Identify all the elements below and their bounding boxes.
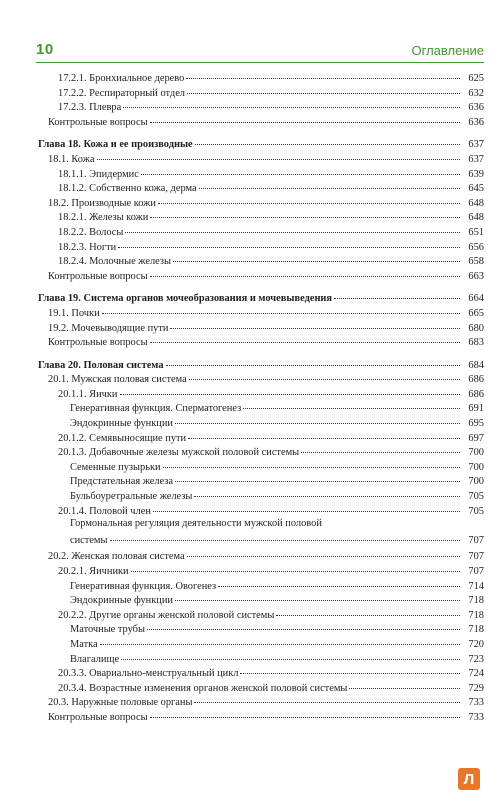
toc-page-number: 695 xyxy=(468,418,484,430)
toc-row xyxy=(38,709,484,724)
toc-entry-title: Маточные трубы xyxy=(70,624,145,636)
toc-page-number: 707 xyxy=(468,566,484,577)
dot-leader xyxy=(189,369,460,380)
toc-entry-title: 18.1. Кожа xyxy=(48,153,95,165)
toc-entry-title: 17.2.3. Плевра xyxy=(58,102,122,114)
dot-leader xyxy=(125,222,460,233)
toc-entry-title: Бульбоуретральные железы xyxy=(70,491,193,503)
toc-page-number: 665 xyxy=(468,307,484,319)
header-rule xyxy=(36,62,484,63)
dot-leader xyxy=(195,134,460,145)
toc-entry-title-cont: системы xyxy=(70,534,108,546)
dot-leader xyxy=(188,428,460,439)
dot-leader xyxy=(158,193,460,204)
toc-page-number: 733 xyxy=(468,711,484,723)
dot-leader xyxy=(100,634,460,645)
dot-leader xyxy=(150,266,460,277)
toc-page-number: 639 xyxy=(468,168,484,180)
toc-entry-title: 18.2.2. Волосы xyxy=(58,226,124,238)
toc-entry-title: 20.2. Женская половая система xyxy=(48,551,185,563)
dot-leader xyxy=(97,149,460,160)
toc-row xyxy=(38,334,484,349)
toc-entry-title: Контрольные вопросы xyxy=(48,711,148,723)
dot-leader xyxy=(153,501,460,512)
dot-leader xyxy=(175,471,460,482)
dot-leader xyxy=(102,303,460,314)
toc-entry-title: 20.1.2. Семявыносящие пути xyxy=(58,432,187,444)
toc-page-number: 648 xyxy=(468,212,484,224)
toc-page-number: 724 xyxy=(468,668,484,680)
toc-page-number: 680 xyxy=(468,322,484,334)
toc-entry-title: 18.1.1. Эпидермис xyxy=(58,168,139,180)
dot-leader xyxy=(175,413,460,424)
toc-entry-title: 18.2. Производные кожи xyxy=(48,197,156,209)
toc-row xyxy=(38,268,484,283)
toc-entry-title: Контрольные вопросы xyxy=(48,116,148,128)
toc-page-number: 648 xyxy=(468,197,484,209)
toc-page-number: 705 xyxy=(468,505,484,517)
toc-entry-title: 20.3.4. Возрастные изменения органов женской половой системы xyxy=(58,682,348,694)
toc-page-number: 718 xyxy=(468,609,484,621)
toc-entry-title: 19.1. Почки xyxy=(48,307,100,319)
toc-entry-title: 20.1.4. Половой член xyxy=(58,505,151,517)
toc-chapter-title: Глава 19. Система органов мочеобразования и мочевыведения xyxy=(38,293,333,305)
dot-leader xyxy=(240,663,460,674)
dot-leader xyxy=(150,707,460,718)
toc-entry-title: 18.2.4. Молочные железы xyxy=(58,256,171,268)
toc-entry-title: Предстательная железа xyxy=(70,476,174,488)
toc-entry-title: 20.2.2. Другие органы женской половой системы xyxy=(58,609,275,621)
toc-entry-title: 20.1.3. Добавочные железы мужской половой системы xyxy=(58,447,300,459)
toc-page-number: 718 xyxy=(468,624,484,636)
toc-page-number: 733 xyxy=(468,697,484,709)
toc-page-number: 663 xyxy=(468,270,484,282)
toc-page-number: 705 xyxy=(468,491,484,503)
toc-page-number: 664 xyxy=(468,293,484,305)
toc-page-number: 684 xyxy=(468,359,484,371)
toc-entry-title: 18.2.1. Железы кожи xyxy=(58,212,149,224)
toc-page-number: 697 xyxy=(468,432,484,444)
toc-entry-title: Контрольные вопросы xyxy=(48,270,148,282)
toc-page-number: 720 xyxy=(468,638,484,650)
toc-entry-title: 18.1.2. Собственно кожа, дерма xyxy=(58,183,197,195)
toc-page-number: 636 xyxy=(468,116,484,128)
toc-page-number: 723 xyxy=(468,653,484,665)
dot-leader xyxy=(120,384,461,395)
dot-leader xyxy=(166,355,460,366)
dot-leader xyxy=(110,530,461,541)
dot-leader xyxy=(243,398,460,409)
toc-page-number: 632 xyxy=(468,87,484,99)
dot-leader xyxy=(175,590,460,601)
publisher-logo xyxy=(458,768,480,790)
toc-entry-title: 20.2.1. Яичники xyxy=(58,566,129,577)
toc-entry-title: 20.1.1. Яички xyxy=(58,388,118,400)
dot-leader xyxy=(194,486,460,497)
toc-page-number: 658 xyxy=(468,256,484,268)
toc-page-number: 714 xyxy=(468,580,484,592)
dot-leader xyxy=(334,288,460,299)
toc-entry-title: Гормональная регуляция деятельности мужской половой xyxy=(70,518,322,530)
dot-leader xyxy=(141,164,460,175)
toc-entry-title: Семенные пузырьки xyxy=(70,461,161,473)
dot-leader xyxy=(170,318,460,329)
dot-leader xyxy=(150,112,460,123)
toc-entry-title: Матка xyxy=(70,638,98,650)
toc-page-number: 625 xyxy=(468,73,484,84)
dot-leader xyxy=(173,251,460,262)
page-number: 10 xyxy=(36,41,54,58)
dot-leader xyxy=(301,442,460,453)
toc-page-number: 683 xyxy=(468,337,484,349)
dot-leader xyxy=(349,678,460,689)
toc-page-number: 651 xyxy=(468,226,484,238)
toc-entry-title: 20.1. Мужская половая система xyxy=(48,374,187,386)
toc-chapter-title: Глава 18. Кожа и ее производные xyxy=(38,139,193,151)
dot-leader xyxy=(123,97,460,108)
toc-entry-title: Генеративная функция. Овогенез xyxy=(70,580,217,592)
dot-leader xyxy=(187,83,460,94)
toc-page-number: 645 xyxy=(468,183,484,195)
toc-entry-title: Влагалище xyxy=(70,653,120,665)
toc-page-number: 686 xyxy=(468,388,484,400)
toc-page-number: 700 xyxy=(468,461,484,473)
dot-leader xyxy=(118,237,460,248)
table-of-contents xyxy=(38,70,484,724)
dot-leader xyxy=(194,692,460,703)
dot-leader xyxy=(163,457,460,468)
toc-entry-title: Генеративная функция. Сперматогенез xyxy=(70,403,242,415)
toc-page-number: 718 xyxy=(468,595,484,607)
dot-leader xyxy=(150,332,460,343)
dot-leader xyxy=(131,561,460,572)
toc-entry-title: 20.3.3. Овариально-менструальный цикл xyxy=(58,668,239,680)
dot-leader xyxy=(147,619,460,630)
toc-page-number: 729 xyxy=(468,682,484,694)
toc-entry-title: Контрольные вопросы xyxy=(48,337,148,349)
toc-entry-title: 18.2.3. Ногти xyxy=(58,241,117,253)
toc-page-number: 700 xyxy=(468,476,484,488)
dot-leader xyxy=(276,605,460,616)
toc-row xyxy=(38,503,484,518)
toc-page-number: 707 xyxy=(468,534,484,546)
toc-page-number: 691 xyxy=(468,403,484,415)
toc-page-number: 656 xyxy=(468,241,484,253)
toc-page-number: 636 xyxy=(468,102,484,114)
toc-entry-title: 20.3. Наружные половые органы xyxy=(48,697,193,709)
toc-page-number: 686 xyxy=(468,374,484,386)
toc-page-number: 637 xyxy=(468,153,484,165)
toc-page-number: 707 xyxy=(468,551,484,563)
dot-leader xyxy=(218,576,460,587)
toc-entry-title: 17.2.1. Бронхиальное дерево xyxy=(58,73,185,84)
toc-page-number: 637 xyxy=(468,139,484,151)
dot-leader xyxy=(186,68,460,79)
dot-leader xyxy=(150,207,460,218)
page-header xyxy=(36,38,484,58)
section-title: Оглавление xyxy=(411,43,484,58)
toc-entry-title: Эндокринные функции xyxy=(70,418,173,430)
toc-row xyxy=(38,517,484,548)
publisher-logo-letter: Л xyxy=(463,770,475,788)
toc-entry-title: 17.2.2. Респираторный отдел xyxy=(58,87,185,99)
dot-leader xyxy=(199,178,460,189)
toc-chapter-title: Глава 20. Половая система xyxy=(38,359,164,371)
toc-entry-title: 19.2. Мочевыводящие пути xyxy=(48,322,169,334)
dot-leader xyxy=(187,546,460,557)
dot-leader xyxy=(121,649,460,660)
toc-page-number: 700 xyxy=(468,447,484,459)
toc-row xyxy=(38,114,484,129)
toc-entry-title: Эндокринные функции xyxy=(70,595,173,607)
